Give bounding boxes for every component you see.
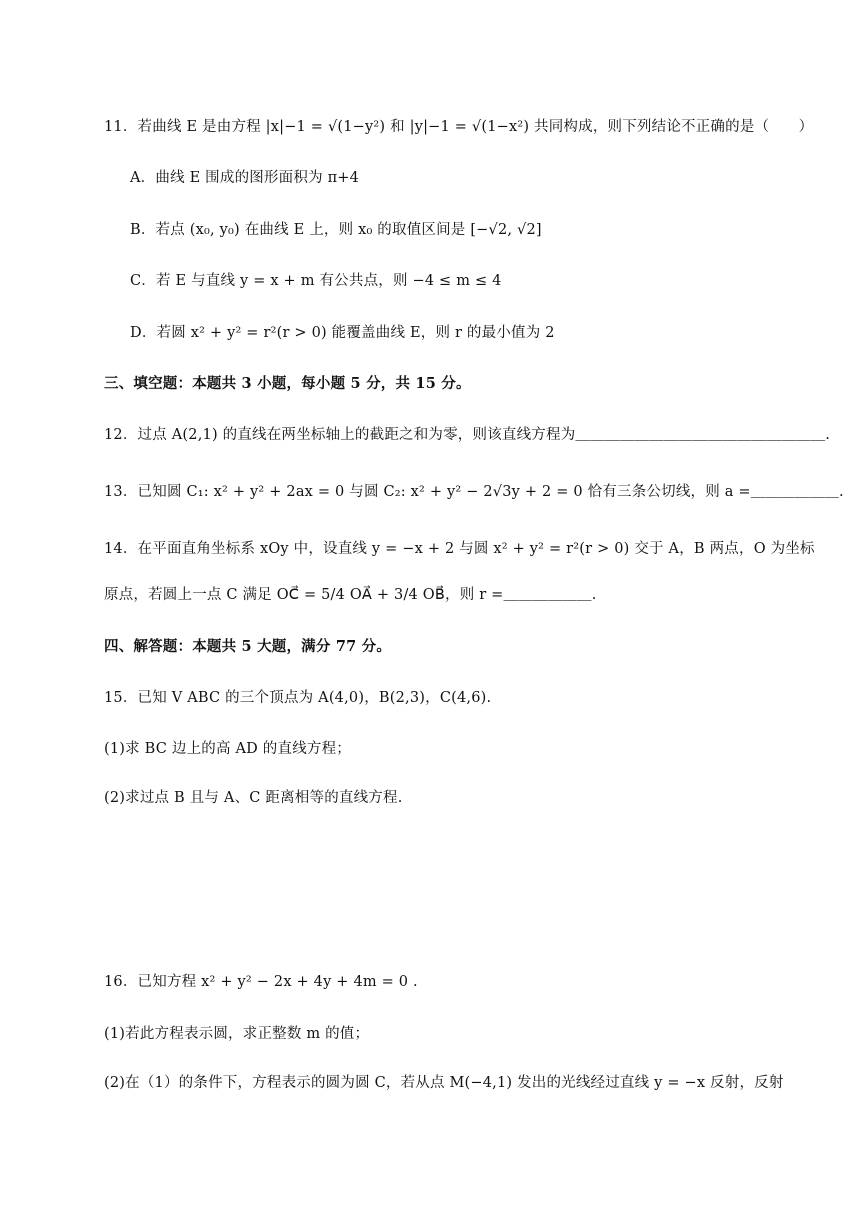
question-16: 16．已知方程 x² + y² − 2x + 4y + 4m = 0 .: [104, 974, 418, 990]
question-14-line-2: 原点，若圆上一点 C 满足 OC⃗ = 5/4 OA⃗ + 3/4 OB⃗，则 r =＿＿＿＿＿＿.: [104, 587, 597, 603]
question-14-line-1: 14．在平面直角坐标系 xOy 中，设直线 y = −x + 2 与圆 x² + y² = r²(r > 0) 交于 A，B 两点，O 为坐标: [104, 541, 815, 557]
question-12: 12．过点 A(2,1) 的直线在两坐标轴上的截距之和为零，则该直线方程为＿＿＿＿＿＿＿＿＿＿＿＿＿＿＿＿＿.: [104, 427, 831, 443]
question-11-option-b: B．若点 (x₀, y₀) 在曲线 E 上，则 x₀ 的取值区间是 [−√2, √2]: [130, 222, 542, 238]
section-3-heading: 三、填空题：本题共 3 小题，每小题 5 分，共 15 分。: [104, 375, 471, 392]
question-11-stem: 11．若曲线 E 是由方程 |x|−1 = √(1−y²) 和 |y|−1 = √(1−x²) 共同构成，则下列结论不正确的是（ ）: [104, 119, 814, 135]
question-16-part-2: (2)在（1）的条件下，方程表示的圆为圆 C，若从点 M(−4,1) 发出的光线经过直线 y = −x 反射，反射: [104, 1075, 784, 1091]
question-11-option-a: A．曲线 E 围成的图形面积为 π+4: [130, 170, 360, 186]
question-13: 13．已知圆 C₁: x² + y² + 2ax = 0 与圆 C₂: x² + y² − 2√3y + 2 = 0 恰有三条公切线，则 a =＿＿＿＿＿＿.: [104, 484, 844, 500]
question-15: 15．已知 V ABC 的三个顶点为 A(4,0)，B(2,3)，C(4,6).: [104, 690, 492, 706]
question-15-part-1: (1)求 BC 边上的高 AD 的直线方程；: [104, 741, 351, 757]
question-11-option-d: D．若圆 x² + y² = r²(r > 0) 能覆盖曲线 E，则 r 的最小值为 2: [130, 325, 555, 341]
section-4-heading: 四、解答题：本题共 5 大题，满分 77 分。: [104, 638, 392, 655]
question-16-part-1: (1)若此方程表示圆，求正整数 m 的值；: [104, 1026, 370, 1042]
question-15-part-2: (2)求过点 B 且与 A、C 距离相等的直线方程.: [104, 790, 403, 806]
question-11-option-c: C．若 E 与直线 y = x + m 有公共点，则 −4 ≤ m ≤ 4: [130, 273, 502, 289]
